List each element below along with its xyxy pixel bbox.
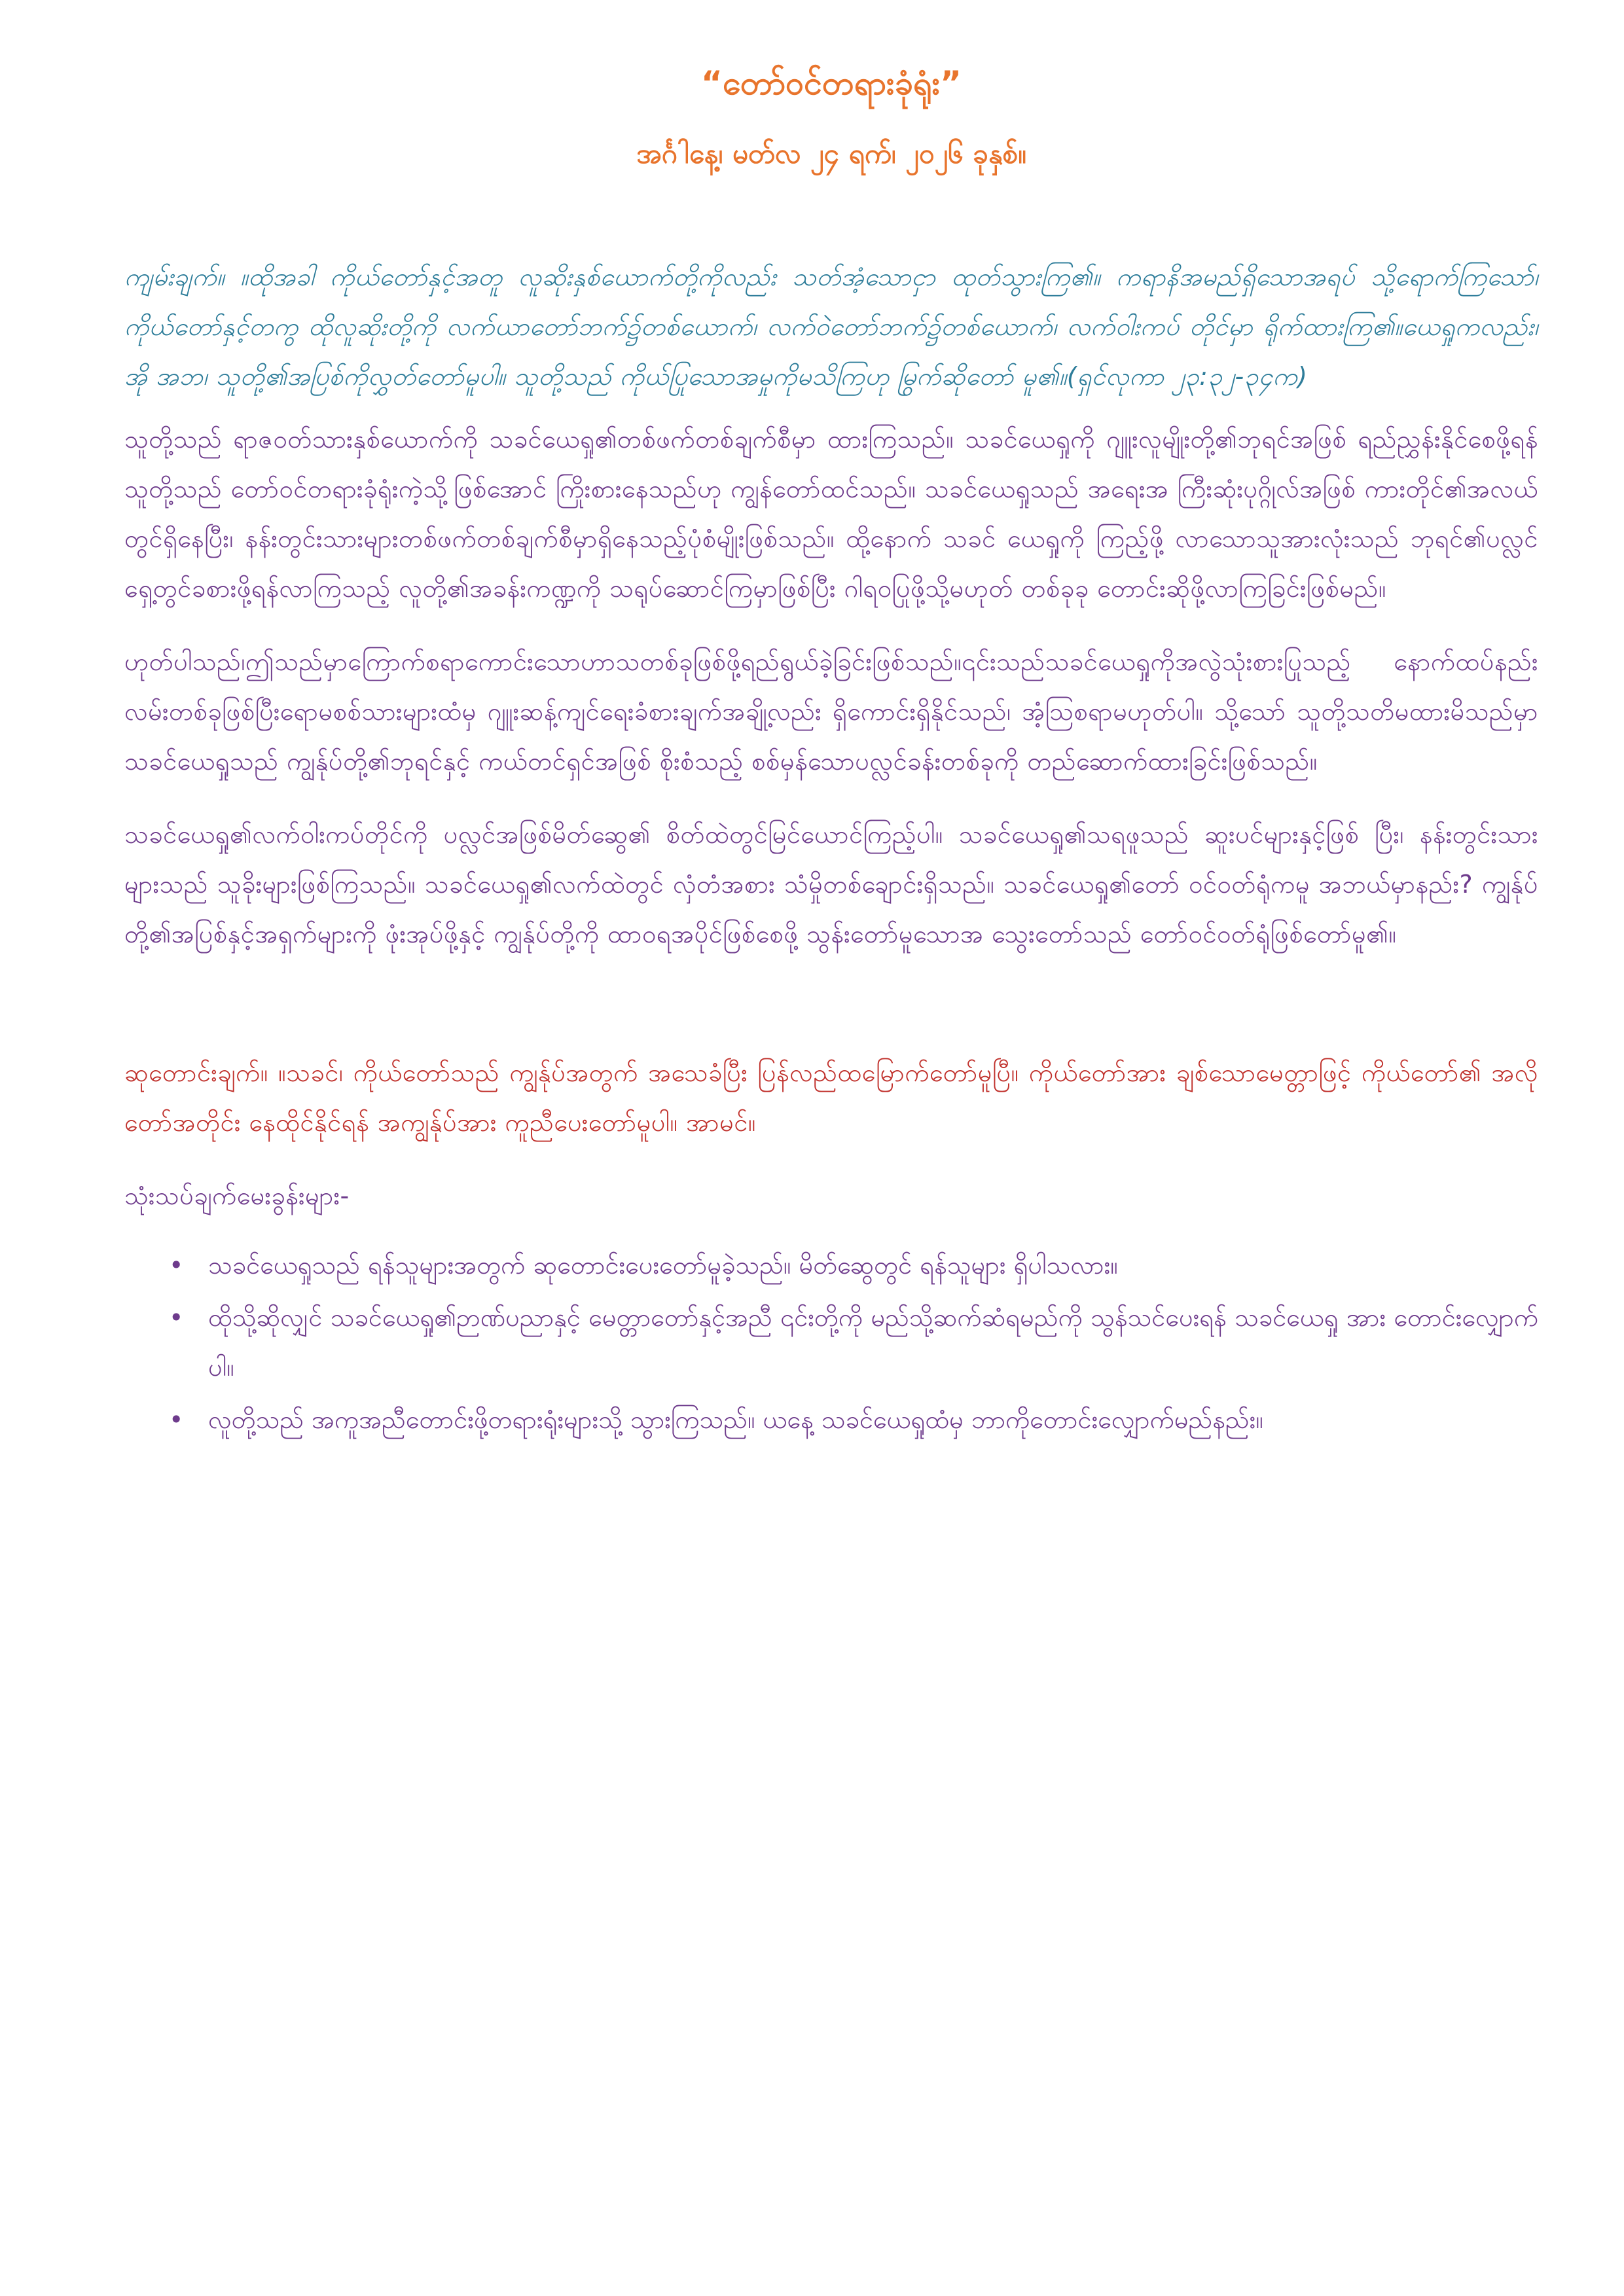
question-text: လူတို့သည် အကူအညီတောင်းဖို့တရားရုံးများသို့ သွားကြသည်။ ယနေ့ သခင်ယေရှုထံမှ ဘာကိုတောင်းလျှောက်မည်နည်း။: [208, 1405, 1263, 1434]
bullet-icon: •: [169, 1302, 184, 1332]
list-item: [169, 1240, 1538, 1290]
devotional-page: [124, 52, 1538, 1447]
reflection-questions-heading: သုံးသပ်ချက်မေးခွန်းများ-: [124, 1181, 350, 1210]
question-text: ထိုသို့ဆိုလျှင် သခင်ယေရှု၏ဉာဏ်ပညာနှင့် မေတ္တာတော်နှင့်အညီ ၎င်းတို့ကို မည်သို့ဆက်ဆံရမည်ကို သွန်သင်ပေးရန် သခင်ယေရှု အား တောင်းလျှောက်ပါ။: [208, 1302, 1538, 1382]
question-text: သခင်ယေရှုသည် ရန်သူများအတွက် ဆုတောင်းပေးတော်မူခဲ့သည်။ မိတ်ဆွေတွင် ရန်သူများ ရှိပါသလား။: [208, 1250, 1118, 1280]
date-heading: အင်္ဂါနေ့၊ မတ်လ ၂၄ ရက်၊ ၂၀၂၆ ခုနှစ်။: [636, 137, 1026, 170]
body-paragraph-2: ဟုတ်ပါသည်၊ဤသည်မှာကြောက်စရာကောင်းသောဟာသတစ်ခုဖြစ်ဖို့ရည်ရွယ်ခဲ့ခြင်းဖြစ်သည်။၎င်းသည်သခင်ယေရှုကိုအလွဲသုံးစားပြုသည့် နောက်ထပ်နည်းလမ်းတစ်ခုဖြစ်ပြီးရောမစစ်သားများထံမှ ဂျူးဆန့်ကျင်ရေးခံစားချက်အချို့လည်း ရှိကောင်းရှိနိုင်သည်၊ အံ့သြစရာမဟုတ်ပါ။ သို့သော် သူတို့သတိမထားမိသည်မှာ သခင်ယေရှုသည် ကျွန်ုပ်တို့၏ဘုရင်နှင့် ကယ်တင်ရှင်အဖြစ် စိုးစံသည့် စစ်မှန်သောပလ္လင်ခန်းတစ်ခုကို တည်ဆောက်ထားခြင်းဖြစ်သည်။: [124, 647, 1538, 776]
body-paragraph-1: သူတို့သည် ရာဇဝတ်သားနှစ်ယောက်ကို သခင်ယေရှု၏တစ်ဖက်တစ်ချက်စီမှာ ထားကြသည်။ သခင်ယေရှုကို ဂျူးလူမျိုးတို့၏ဘုရင်အဖြစ် ရည်ညွှန်းနိုင်စေဖို့ရန် သူတို့သည် တော်ဝင်တရားခုံရုံးကဲ့သို့ဖြစ်အောင် ကြိုးစားနေသည်ဟု ကျွန်တော်ထင်သည်။ သခင်ယေရှုသည် အရေးအ ကြီးဆုံးပုဂ္ဂိုလ်အဖြစ် ကားတိုင်၏အလယ်တွင်ရှိနေပြီး၊ နန်းတွင်းသားများတစ်ဖက်တစ်ချက်စီမှာရှိနေသည့်ပုံစံမျိုးဖြစ်သည်။ ထို့နောက် သခင် ယေရှုကို ကြည့်ဖို့ လာသောသူအားလုံးသည် ဘုရင်၏ပလ္လင်ရှေ့တွင်ခစားဖို့ရန်လာကြသည့် လူတို့၏အခန်းကဏ္ဍကို သရုပ်ဆောင်ကြမှာဖြစ်ပြီး ဂါရဝပြုဖို့သို့မဟုတ် တစ်ခုခု တောင်းဆိုဖို့လာကြခြင်းဖြစ်မည်။: [124, 424, 1538, 603]
page-title: “တော်ဝင်တရားခုံရုံး”: [700, 64, 962, 102]
body-paragraph-3: သခင်ယေရှု၏လက်ဝါးကပ်တိုင်ကို ပလ္လင်အဖြစ်မိတ်ဆွေ၏ စိတ်ထဲတွင်မြင်ယောင်ကြည့်ပါ။ သခင်ယေရှု၏သရဖူသည် ဆူးပင်များနှင့်ဖြစ် ပြီး၊ နန်းတွင်းသားများသည် သူခိုးများဖြစ်ကြသည်။ သခင်ယေရှု၏လက်ထဲတွင် လှံတံအစား သံမှိုတစ်ချောင်းရှိသည်။ သခင်ယေရှု၏တော် ဝင်ဝတ်ရုံကမူ အဘယ်မှာနည်း? ကျွန်ုပ်တို့၏အပြစ်နှင့်အရှက်များကို ဖုံးအုပ်ဖို့နှင့် ကျွန်ုပ်တို့ကို ထာဝရအပိုင်ဖြစ်စေဖို့ သွန်းတော်မူသောအ သွေးတော်သည် တော်ဝင်ဝတ်ရုံဖြစ်တော်မူ၏။: [124, 819, 1538, 948]
list-item: [169, 1293, 1538, 1392]
scripture-passage: ကျမ်းချက်။ ။ထိုအခါ ကိုယ်တော်နှင့်အတူ လူဆိုးနှစ်ယောက်တို့ကိုလည်း သတ်အံ့သောငှာ ထုတ်သွားကြ၏။ ကရာနိအမည်ရှိသောအရပ် သို့ရောက်ကြသော်၊ ကိုယ်တော်နှင့်တကွ ထိုလူဆိုးတို့ကို လက်ယာတော်ဘက်၌တစ်ယောက်၊ လက်ဝဲတော်ဘက်၌တစ်ယောက်၊ လက်ဝါးကပ် တိုင်မှာ ရိုက်ထားကြ၏။ယေရှုကလည်း၊ အို အဘ၊ သူတို့၏အပြစ်ကိုလွှတ်တော်မူပါ။ သူတို့သည် ကိုယ်ပြုသောအမှုကိုမသိကြဟု မြွက်ဆိုတော် မူ၏။(ရှင်လုကာ ၂၃:၃၂-၃၄က): [124, 262, 1538, 391]
prayer-text: ဆုတောင်းချက်။ ။သခင်၊ ကိုယ်တော်သည် ကျွန်ုပ်အတွက် အသေခံပြီး ပြန်လည်ထမြောက်တော်မူပြီ။ ကိုယ်တော်အား ချစ်သောမေတ္တာဖြင့် ကိုယ်တော်၏ အလိုတော်အတိုင်း နေထိုင်နိုင်ရန် အကျွန်ုပ်အား ကူညီပေးတော်မူပါ။ အာမင်။: [124, 1058, 1538, 1137]
list-item: [169, 1395, 1538, 1444]
bullet-icon: •: [169, 1405, 184, 1434]
reflection-questions-list: [124, 1240, 1538, 1444]
bullet-icon: •: [169, 1250, 184, 1280]
